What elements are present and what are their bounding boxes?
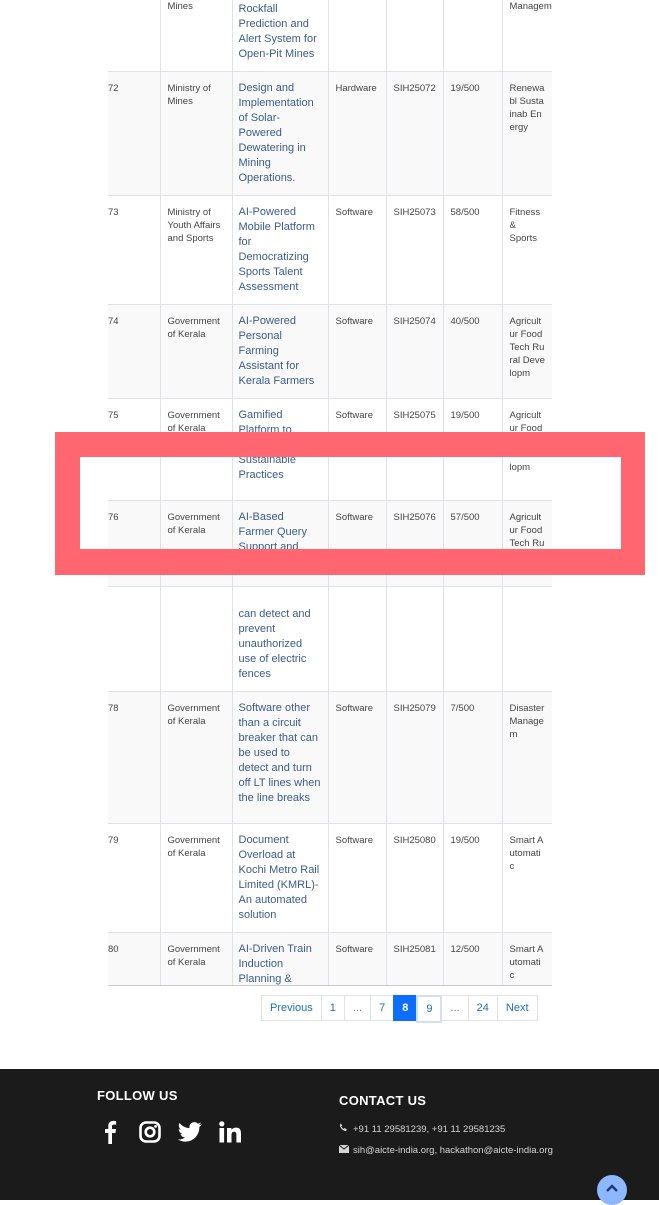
email-addresses[interactable]: sih@aicte-india.org, hackathon@aicte-india.org [353, 1145, 553, 1156]
submissions: 40/500 [443, 305, 502, 399]
organization: Government of Kerala [160, 501, 232, 587]
row-number: 73 [108, 196, 160, 305]
contact-email [339, 1144, 569, 1157]
organization [160, 587, 232, 692]
twitter-icon[interactable] [177, 1119, 203, 1145]
table-row [108, 72, 552, 196]
table-row [108, 587, 552, 692]
organization: Ministry of Mines [160, 72, 232, 196]
organization: Government of Kerala [160, 399, 232, 501]
ps-code: SIH25075 [386, 399, 443, 501]
next-page-button[interactable]: Next [497, 995, 538, 1021]
problem-title-link[interactable]: Rockfall Prediction and Alert System for Open-Pit Mines [232, 0, 328, 72]
organization: Ministry of Youth Affairs and Sports [160, 196, 232, 305]
table-row [108, 196, 552, 305]
problem-title-link[interactable]: can detect and prevent unauthorized use of electric fences [232, 587, 328, 692]
problem-title-link[interactable]: AI-Powered Personal Farming Assistant for Kerala Farmers [232, 305, 328, 399]
pagination-ellipsis: ... [441, 995, 468, 1021]
pagination-ellipsis: ... [344, 995, 371, 1021]
page-9-button[interactable]: 9 [416, 995, 442, 1023]
ps-code: SIH25074 [386, 305, 443, 399]
submissions [443, 0, 502, 72]
scroll-to-top-button[interactable] [597, 1175, 627, 1205]
problem-title-link[interactable]: Software other than a circuit breaker that can be used to detect and turn off LT lines when the line breaks [232, 692, 328, 824]
envelope-icon [339, 1144, 350, 1157]
submissions: 19/500 [443, 72, 502, 196]
problem-title-link[interactable]: AI-Powered Mobile Platform for Democratizing Sports Talent Assessment [232, 196, 328, 305]
table-row [108, 305, 552, 399]
theme: Agricultur FoodTech Rural Developm [502, 501, 552, 587]
theme: Smart Automatic [502, 824, 552, 933]
follow-us-heading: FOLLOW US [97, 1088, 178, 1103]
row-number: 74 [108, 305, 160, 399]
category: Software [328, 692, 386, 824]
submissions: 7/500 [443, 692, 502, 824]
contact-phone [339, 1123, 505, 1136]
theme: Smart Automatic [502, 933, 552, 987]
pagination [262, 995, 538, 1021]
table-row [108, 399, 552, 501]
ps-code: SIH25081 [386, 933, 443, 987]
theme [502, 587, 552, 692]
submissions: 12/500 [443, 933, 502, 987]
theme: Disaster Managem [502, 692, 552, 824]
theme: Fitness & Sports [502, 196, 552, 305]
ps-code [386, 587, 443, 692]
submissions [443, 587, 502, 692]
problem-title-link[interactable]: AI-Based Farmer Query Support and Advisory System [232, 501, 328, 587]
category: Software [328, 501, 386, 587]
problem-statements-table [108, 0, 552, 986]
organization: Government of Kerala [160, 692, 232, 824]
row-number [108, 587, 160, 692]
table-row-highlighted [108, 501, 552, 587]
table-bottom-border [108, 985, 552, 986]
row-number: 80 [108, 933, 160, 987]
page-1-button[interactable]: 1 [321, 995, 345, 1021]
category [328, 0, 386, 72]
page-24-button[interactable]: 24 [468, 995, 498, 1021]
page-8-button-active[interactable]: 8 [393, 995, 417, 1021]
chevron-up-icon [605, 1183, 619, 1193]
ps-code: SIH25073 [386, 196, 443, 305]
category: Software [328, 933, 386, 987]
ps-code: SIH25072 [386, 72, 443, 196]
table-row [108, 933, 552, 987]
phone-icon [339, 1123, 350, 1136]
instagram-icon[interactable] [137, 1119, 163, 1145]
social-links [97, 1119, 243, 1145]
submissions: 19/500 [443, 824, 502, 933]
ps-code: SIH25076 [386, 501, 443, 587]
theme: Renewabl Sustainab Energy [502, 72, 552, 196]
problem-statements-table-wrap [108, 0, 552, 986]
problem-title-link[interactable]: Design and Implementation of Solar-Powered Dewatering in Mining Operations. [232, 72, 328, 196]
category: Software [328, 305, 386, 399]
previous-page-button[interactable]: Previous [261, 995, 322, 1021]
facebook-icon[interactable] [97, 1119, 123, 1145]
ps-code [386, 0, 443, 72]
theme: Agricultur FoodTech Rural Developm [502, 305, 552, 399]
organization: Mines [160, 0, 232, 72]
theme: Agricultur FoodTech Rural Developm [502, 399, 552, 501]
theme: Managem [502, 0, 552, 72]
table-row [108, 692, 552, 824]
table-row [108, 0, 552, 72]
submissions: 58/500 [443, 196, 502, 305]
organization: Government of Kerala [160, 933, 232, 987]
category: Software [328, 399, 386, 501]
category: Hardware [328, 72, 386, 196]
ps-code: SIH25080 [386, 824, 443, 933]
problem-title-link[interactable]: AI-Driven Train Induction Planning & [232, 933, 328, 987]
phone-numbers: +91 11 29581239, +91 11 29581235 [353, 1124, 506, 1135]
ps-code: SIH25079 [386, 692, 443, 824]
row-number: 78 [108, 692, 160, 824]
category: Software [328, 824, 386, 933]
linkedin-icon[interactable] [217, 1119, 243, 1145]
row-number: 72 [108, 72, 160, 196]
organization: Government of Kerala [160, 305, 232, 399]
row-number: 79 [108, 824, 160, 933]
organization: Government of Kerala [160, 824, 232, 933]
table-row [108, 824, 552, 933]
category: Software [328, 196, 386, 305]
problem-title-link[interactable]: Gamified Platform to Promote Sustainable Practices [232, 399, 328, 501]
page-7-button[interactable]: 7 [370, 995, 394, 1021]
category [328, 587, 386, 692]
contact-us-heading: CONTACT US [339, 1093, 427, 1108]
submissions: 57/500 [443, 501, 502, 587]
row-number: 76 [108, 501, 160, 587]
problem-title-link[interactable]: Document Overload at Kochi Metro Rail Limited (KMRL)-An automated solution [232, 824, 328, 933]
footer [0, 1069, 659, 1200]
row-number [108, 0, 160, 72]
submissions: 19/500 [443, 399, 502, 501]
row-number: 75 [108, 399, 160, 501]
